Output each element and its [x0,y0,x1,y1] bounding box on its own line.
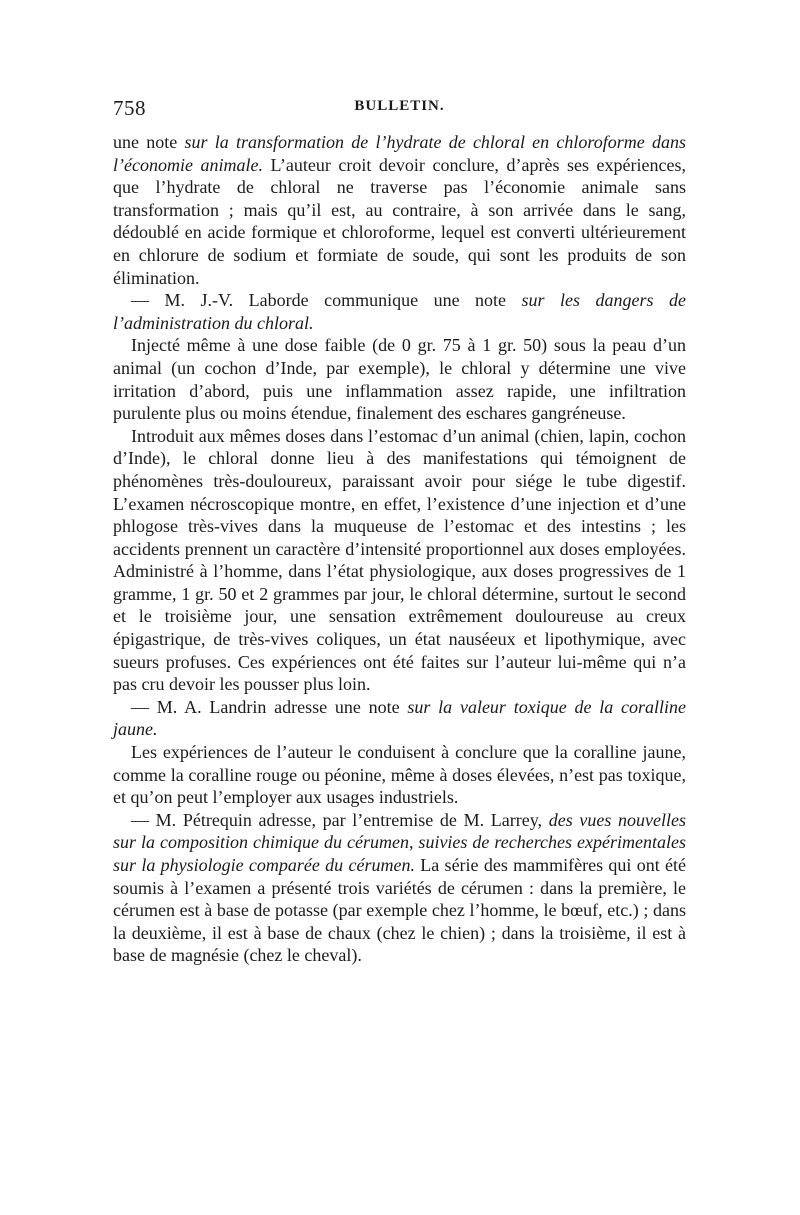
running-head: BULLETIN. [354,98,445,114]
paragraph-petrequin-cerumen [113,809,686,967]
paragraph-text: une note [113,132,185,152]
paragraph-laborde-note [113,289,686,334]
paragraph-stomach: Introduit aux mêmes doses dans l’estomac d’un animal (chien, lapin, cochon d’Inde), le chloral donne lieu à des manifestations qui témoignent de phénomènes très-douloureux, paraissant avoir pour siége le tube digestif. L’examen nécroscopique montre, en effet, l’existence d’une injection et d’une phlogose très-vives dans la muqueuse de l’estomac et des intestins ; les accidents prennent un caractère d’intensité proportionnel aux doses employées. Administré à l’homme, dans l’état physiologique, aux doses progressives de 1 gramme, 1 gr. 50 et 2 grammes par jour, le chloral détermine, surtout le second et le troisième jour, une sensation extrêmement douloureuse au creux épigastrique, de très-vives coliques, un état nauséeux et lipothymique, avec sueurs profuses. Ces expériences ont été faites sur l’auteur lui-même qui n’a pas cru devoir les pousser plus loin. [113,425,686,695]
paragraph-text: — M. A. Landrin adresse une note [131,696,408,717]
paragraph-injection: Injecté même à une dose faible (de 0 gr. 75 à 1 gr. 50) sous la peau d’un animal (un cochon d’Inde, par exemple), le chloral y détermine une vive irritation d’abord, puis une inflammation assez rapide, une infiltration purulente plus ou moins étendue, finalement des eschares gangréneuse. [113,335,686,424]
page-header [113,96,686,122]
paragraph-text: — M. J.-V. Laborde communique une note [131,290,522,311]
paragraph-italic-title: sur les dangers de l’administration du chloral. [113,290,686,333]
paragraph-italic-title: sur la transformation de l’hydrate de chloral en chloroforme dans l’économie animale. [113,132,686,175]
paragraph-text: — M. Pétrequin adresse, par l’entremise de M. Larrey, [131,809,549,830]
body-text [113,131,686,967]
paragraph-chloral-transformation [113,131,686,289]
paragraph-landrin-note [113,696,686,741]
page-number: 758 [113,96,146,120]
paragraph-coralline: Les expériences de l’auteur le conduisent à conclure que la coralline jaune, comme la coralline rouge ou péonine, même à doses élevées, n’est pas toxique, et qu’on peut l’employer aux usages industriels. [113,742,686,808]
paragraph-italic-title: sur la valeur toxique de la coralline jaune. [113,696,687,740]
paragraph-italic-title: des vues nouvelles sur la composition chimique du cérumen, suivies de recherches expérimentales sur la physiologie comparée du cérumen. [113,809,687,875]
paragraph-text: L’auteur croit devoir conclure, d’après ses expériences, que l’hydrate de chloral ne traverse pas l’économie animale sans transformation ; mais qu’il est, au contraire, à son arrivée dans le sang, dédoublé en acide formique et chloroforme, lequel est converti ultérieurement en chlorure de sodium et formiate de soude, qui sont les produits de son élimination. [113,154,686,288]
paragraph-text: La série des mammifères qui ont été soumis à l’examen a présenté trois variétés de cérumen : dans la première, le cérumen est à base de potasse (par exemple chez l’homme, le bœuf, etc.) ; dans la deuxième, il est à base de chaux (chez le chien) ; dans la troisième, il est à base de magnésie (chez le cheval). [113,855,686,966]
